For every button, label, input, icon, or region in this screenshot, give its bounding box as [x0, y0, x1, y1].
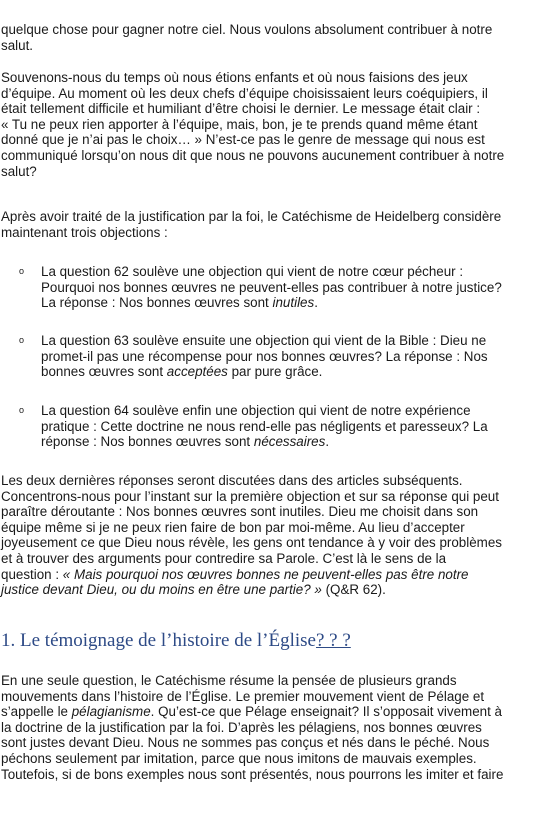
paragraph-childhood	[1, 70, 521, 179]
heading-marks: ? ? ?	[315, 630, 351, 651]
text-line: La question 62 soulève une objection qui vient de notre cœur pécheur :	[41, 264, 464, 279]
emphasis: « Mais pourquoi nos œuvres bonnes ne peuvent-elles pas être notre	[62, 566, 469, 582]
text-line: La question 63 soulève ensuite une objection qui vient de la Bible : Dieu ne	[41, 333, 487, 348]
paragraph-objections	[1, 209, 521, 240]
text-line: donné que je n’ai pas le choix… » N’est-ce pas le genre de message qui nous est	[1, 132, 485, 148]
text-line: équipe même si je ne peux rien faire de bon par moi-même. Au lieu d’accepter	[1, 519, 465, 535]
text-line: était tellement difficile et humiliant d’être choisi le dernier. Le message était clair :	[1, 101, 481, 117]
text-line: péchons seulement par imitation, parce que nous imitons de mauvais exemples.	[1, 750, 477, 766]
paragraph-intro	[1, 22, 521, 53]
text-run: s’appelle le	[1, 704, 72, 720]
text-run: par pure grâce.	[227, 364, 323, 380]
text-line: promet-il pas une récompense pour nos bonnes œuvres? La réponse : Nos	[41, 348, 488, 364]
text-line	[1, 704, 521, 720]
heading-text: 1. Le témoignage de l’histoire de l’Église	[1, 630, 316, 651]
text-line: salut.	[1, 37, 34, 53]
text-line: communiqué lorsqu’on nous dit que nous ne pouvons aucunement contribuer à notre	[1, 147, 505, 163]
emphasis: inutiles	[272, 295, 315, 311]
text-line: pratique : Cette doctrine ne nous rend-elle pas négligents et paresseux? La	[41, 418, 488, 434]
text-line: salut?	[1, 163, 37, 179]
text-line: Concentrons-nous pour l’instant sur la première objection et sur sa réponse qui peut	[1, 488, 499, 504]
section-heading	[1, 630, 351, 652]
text-line: Souvenons-nous du temps où nous étions enfants et où nous faisions des jeux	[1, 70, 468, 85]
text-line	[1, 582, 521, 598]
bullet-circle-icon: o	[19, 405, 25, 415]
emphasis: nécessaires	[253, 434, 326, 450]
text-line	[41, 295, 521, 311]
paragraph-discussion	[1, 473, 521, 598]
text-line: joyeusement ce que Dieu nous révèle, les gens ont tendance à y voir des problèmes	[1, 535, 502, 551]
text-line: Pourquoi nos bonnes œuvres ne peuvent-elles pas contribuer à notre justice?	[41, 279, 502, 295]
text-line: la doctrine de la justification par la foi. D’après les pélagiens, nos bonnes œuvres	[1, 719, 482, 735]
text-line: Les deux dernières réponses seront discutées dans des articles subséquents.	[1, 473, 463, 488]
text-run: (Q&R 62).	[321, 582, 386, 598]
text-run: .	[314, 295, 318, 311]
text-line: mouvements dans l’histoire de l’Église. Le premier mouvement vient de Pélage et	[1, 688, 485, 704]
text-run: La réponse : Nos bonnes œuvres sont	[41, 295, 273, 311]
text-line: paraître déroutante : Nos bonnes œuvres sont inutiles. Dieu me choisit dans son	[1, 504, 479, 520]
emphasis: justice devant Dieu, ou du moins en être une partie? »	[1, 582, 322, 598]
text-line: maintenant trois objections :	[1, 224, 168, 240]
text-line: « Tu ne peux rien apporter à l’équipe, mais, bon, je te prends quand même étant	[1, 116, 478, 132]
text-line: d’équipe. Au moment où les deux chefs d’équipe choisissaient leurs coéquipiers, il	[1, 85, 488, 101]
text-line	[41, 364, 521, 380]
text-line	[41, 434, 521, 450]
text-line: La question 64 soulève enfin une objection qui vient de notre expérience	[41, 403, 471, 418]
text-line: En une seule question, le Catéchisme résume la pensée de plusieurs grands	[1, 673, 457, 688]
text-line	[1, 567, 521, 583]
paragraph-pelagius	[1, 673, 521, 782]
text-line: quelque chose pour gagner notre ciel. Nous voulons absolument contribuer à notre	[1, 22, 493, 37]
text-line: sont justes devant Dieu. Nous ne sommes pas conçus et nés dans le péché. Nous	[1, 735, 490, 751]
text-run: bonnes œuvres sont	[41, 364, 167, 380]
bullet-circle-icon: o	[19, 266, 25, 276]
text-line: Après avoir traité de la justification par la foi, le Catéchisme de Heidelberg considère	[1, 209, 502, 224]
text-line: et à trouver des arguments pour contredire sa Parole. C’est là le sens de la	[1, 550, 447, 566]
emphasis: acceptées	[166, 364, 228, 380]
text-run: réponse : Nos bonnes œuvres sont	[41, 434, 254, 450]
bullet-circle-icon: o	[19, 335, 25, 345]
text-run: question :	[1, 566, 63, 582]
emphasis: pélagianisme	[71, 704, 151, 720]
text-line: Toutefois, si de bons exemples nous sont présentés, nous pourrons les imiter et faire	[1, 766, 504, 782]
text-run: . Qu’est-ce que Pélage enseignait? Il s’opposait vivement à	[150, 704, 502, 720]
text-run: .	[325, 434, 330, 450]
